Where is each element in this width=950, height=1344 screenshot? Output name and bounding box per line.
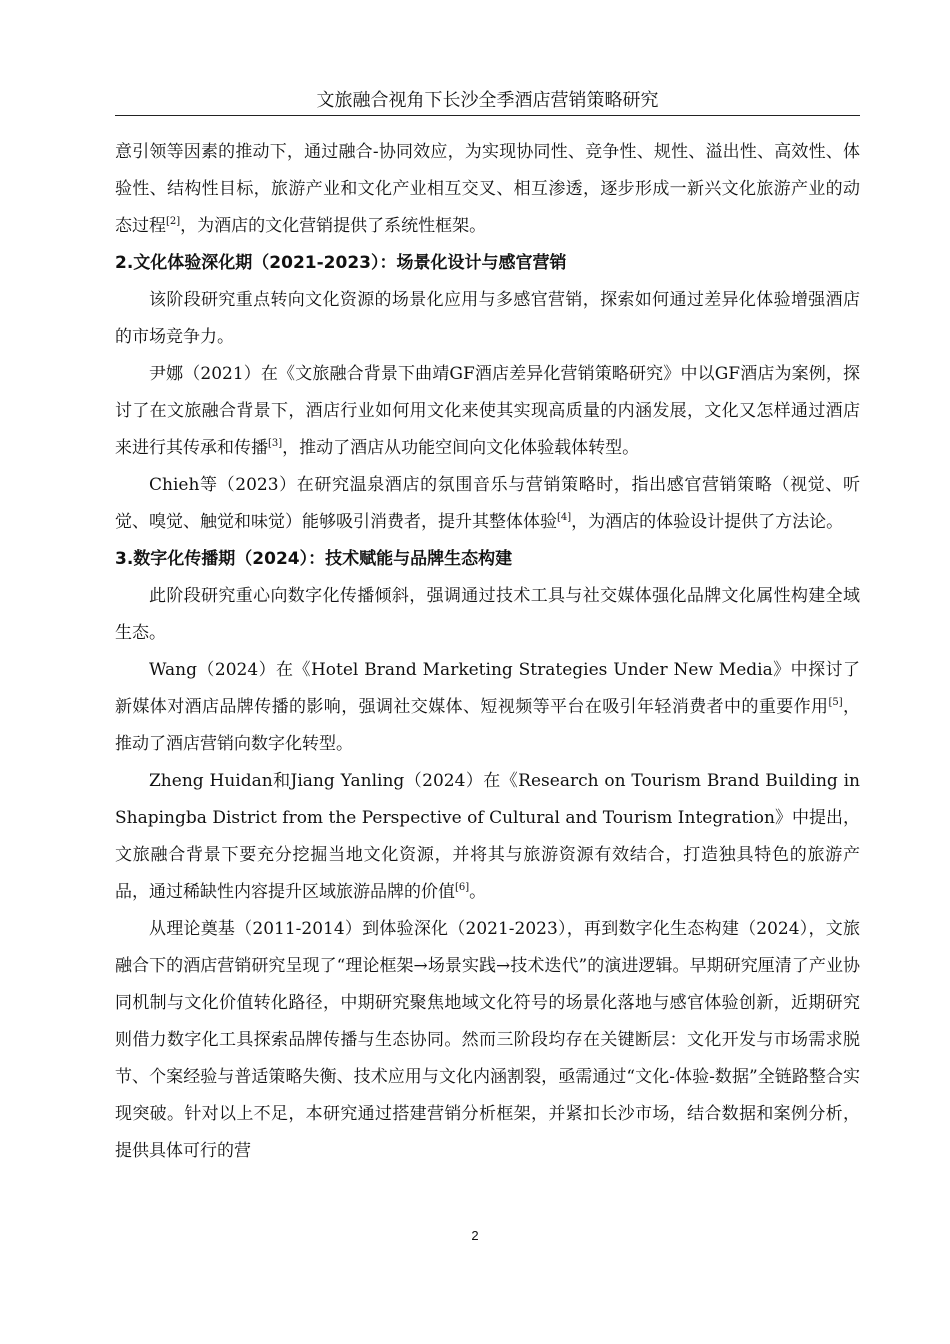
paragraph: 从理论奠基（2011-2014）到体验深化（2021-2023），再到数字化生态构建（2024），文旅融合下的酒店营销研究呈现了“理论框架→场景实践→技术迭代”的演进逻辑。早期研究厘清了产业协同机制与文化价值转化路径，中期研究聚焦地域文化符号的场景化落地与感官体验创新，近期研究则借力数字化工具探索品牌传播与生态协同。然而三阶段均存在关键断层：文化开发与市场需求脱节、个案经验与普适策略失衡、技术应用与文化内涵割裂，亟需通过“文化-体验-数据”全链路整合实现突破。针对以上不足，本研究通过搭建营销分析框架，并紧扣长沙市场，结合数据和案例分析，提供具体可行的营 (115, 919, 860, 1161)
paragraph: Zheng Huidan和Jiang Yanling（2024）在《Research on Tourism Brand Building in Shapingba District from the Perspective of Cultural and Tourism Integration》中提出，文旅融合背景下要充分挖掘当地文化资源，并将其与旅游资源有效结合，打造独具特色的旅游产品，通过稀缺性内容提升区域旅游品牌的价值[6]。 (115, 771, 860, 902)
section-heading: 2.文化体验深化期（2021-2023）：场景化设计与感官营销 (115, 253, 567, 273)
citation: [6] (455, 882, 470, 893)
paragraph: Chieh等（2023）在研究温泉酒店的氛围音乐与营销策略时，指出感官营销策略（视觉、听觉、嗅觉、触觉和味觉）能够吸引消费者，提升其整体体验[4]，为酒店的体验设计提供了方法论。 (115, 475, 860, 532)
citation: [4] (557, 512, 572, 523)
paragraph: 意引领等因素的推动下，通过融合-协同效应，为实现协同性、竞争性、规性、溢出性、高效性、体验性、结构性目标，旅游产业和文化产业相互交叉、相互渗透，逐步形成一新兴文化旅游产业的动态过程[2]，为酒店的文化营销提供了系统性框架。 (115, 142, 860, 236)
paragraph: Wang（2024）在《Hotel Brand Marketing Strategies Under New Media》中探讨了新媒体对酒店品牌传播的影响，强调社交媒体、短视频等平台在吸引年轻消费者中的重要作用[5]，推动了酒店营销向数字化转型。 (115, 660, 861, 754)
paragraph: 尹娜（2021）在《文旅融合背景下曲靖GF酒店差异化营销策略研究》中以GF酒店为案例，探讨了在文旅融合背景下，酒店行业如何用文化来使其实现高质量的内涵发展，文化又怎样通过酒店来进行其传承和传播[3]，推动了酒店从功能空间向文化体验载体转型。 (115, 364, 860, 458)
page-number: 2 (471, 1228, 479, 1243)
citation: [5] (828, 697, 843, 708)
running-header: 文旅融合视角下长沙全季酒店营销策略研究 (115, 88, 860, 116)
body-text (115, 134, 860, 1170)
paragraph: 该阶段研究重点转向文化资源的场景化应用与多感官营销，探索如何通过差异化体验增强酒店的市场竞争力。 (115, 290, 860, 347)
citation: [3] (268, 438, 283, 449)
paragraph: 此阶段研究重心向数字化传播倾斜，强调通过技术工具与社交媒体强化品牌文化属性构建全域生态。 (115, 586, 860, 643)
section-heading: 3.数字化传播期（2024）：技术赋能与品牌生态构建 (115, 549, 513, 569)
citation: [2] (166, 216, 181, 227)
